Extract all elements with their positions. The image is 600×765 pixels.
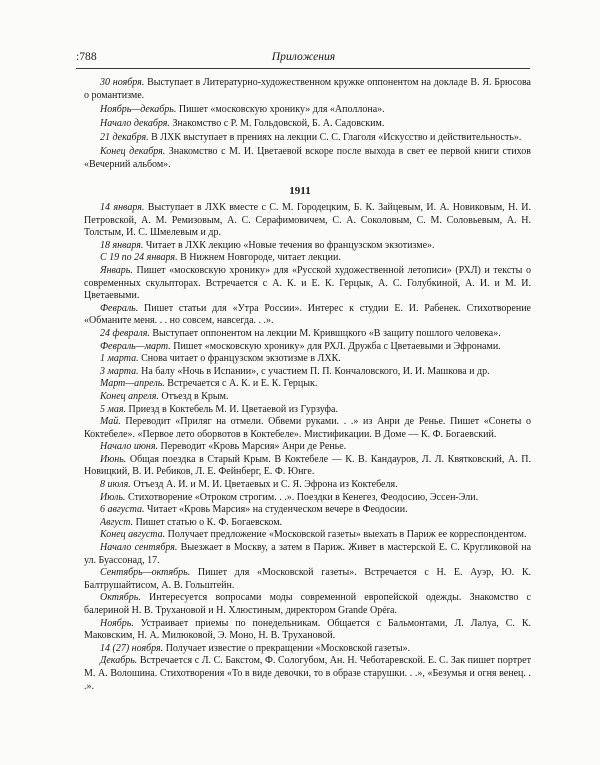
running-title: Приложения <box>271 50 336 63</box>
chronicle-entry <box>84 353 531 366</box>
entry-text: Пишет статьи для «Утра России». Интерес к студии Е. И. Рабенек. Стихотворение «Обманите меня. . . но совсем, навсегда. . .». <box>84 302 531 327</box>
entry-date: Сентябрь—октябрь. <box>100 567 191 579</box>
header-rule <box>76 68 530 69</box>
chronicle-entry <box>84 479 531 492</box>
entry-date: Октябрь. <box>100 592 141 604</box>
entry-date: 1 марта. <box>100 353 139 365</box>
entry-text: На балу «Ночь в Испании», с участием П. П. Кончаловского, И. И. Машкова и др. <box>138 365 490 377</box>
entry-date: Июнь. <box>100 453 127 465</box>
entry-text: Пишет «московскую хронику» для РХЛ. Дружба с Цветаевыми и Эфронами. <box>170 340 501 352</box>
chronicle-entry <box>84 592 531 617</box>
entry-date: 21 декабря. <box>100 132 149 143</box>
entry-text: Переводит «Кровь Марсия» Анри де Ренье. <box>158 441 347 453</box>
entry-text: Встречается с Л. С. Бакстом, Ф. Сологубом, Ан. Н. Чеботаревской. Е. С. Зак пишет портрет М. А. Волошина. Стихотворения «То в виде девочки, то в образе старушки. . .», «Безумья и огня венец. . .». <box>84 655 531 692</box>
entry-date: Ноябрь. <box>100 617 134 629</box>
chronicle-entry <box>84 76 531 102</box>
entry-date: 8 июля. <box>100 479 131 491</box>
chronicle-entry <box>84 265 531 303</box>
chronicle-entry <box>84 328 531 341</box>
entry-text: Встречается с А. К. и Е. К. Герцык. <box>164 378 318 390</box>
entry-text: Стихотворение «Отроком строгим. . .». Поездки в Кенегез, Феодосию, Эссен-Эли. <box>125 491 479 503</box>
entry-text: Знакомство с Р. М. Гольдовской, Б. А. Садовским. <box>169 118 385 129</box>
entry-date: Конец апреля. <box>100 390 159 402</box>
entry-text: Отъезд в Крым. <box>158 390 229 402</box>
year-heading: 1911 <box>289 185 311 197</box>
entry-date: Январь. <box>100 264 133 276</box>
entry-text: Получает известие о прекращении «Московской газеты». <box>163 642 411 654</box>
entry-text: Устраивает приемы по понедельникам. Общается с Бальмонтами, Л. Лалуа, С. К. Маковским, Н. А. Милюковой, Э. Моно, Н. В. Трухановой. <box>84 617 531 642</box>
chronicle-entry <box>84 303 531 328</box>
chronicle-entry <box>84 145 531 171</box>
chronicle-entry <box>84 643 531 656</box>
entry-date: Май. <box>100 416 121 428</box>
entry-date: Ноябрь—декабрь. <box>100 104 177 115</box>
chronicle-entry <box>84 117 531 130</box>
chronicle-entry <box>84 517 531 530</box>
entry-text: Пишет статью о К. Ф. Богаевском. <box>133 516 283 528</box>
entry-text: Переводит «Приляг на отмели. Обвеми руками. . .» из Анри де Ренье. Пишет «Сонеты о Коктебеле». «Первое лето оборвотов в Коктебеле». Мистификации. В Доме — К. Ф. Богаевский. <box>84 416 531 440</box>
entry-date: Июль. <box>100 491 126 503</box>
chronicle-entry <box>84 341 531 354</box>
entry-date: Февраль. <box>100 302 139 314</box>
entry-date: 14 (27) ноября. <box>100 642 164 654</box>
entry-text: Отъезд А. И. и М. И. Цветаевых и С. Я. Эфрона из Коктебеля. <box>130 479 398 491</box>
chronicle-entry <box>84 542 531 567</box>
chronicle-1910 <box>84 76 531 172</box>
entry-date: 3 марта. <box>100 365 139 377</box>
chronicle-entry <box>84 252 531 265</box>
entry-text: Пишет «московскую хронику» для «Русской художественной летописи» (РХЛ) и тексты о современных скульпторах. Встречается с А. К. и Е. К. Герцык, А. С. Голубкиной, А. И. и М. И. Цветаевыми. <box>84 264 531 302</box>
entry-text: Пишет «московскую хронику» для «Аполлона». <box>176 104 385 115</box>
entry-date: 30 ноября. <box>100 77 145 88</box>
entry-text: Интересуется вопросами моды современной европейской одежды. Знакомство с балериной Н. В. Трухановой и Н. Хлюстиным, директором Grande Opéra. <box>84 592 531 616</box>
entry-text: В Нижнем Новгороде, читает лекции. <box>177 252 341 264</box>
entry-date: 5 мая. <box>100 403 127 415</box>
entry-date: Декабрь. <box>100 655 138 667</box>
entry-date: Март—апрель. <box>100 378 165 390</box>
entry-date: Конец декабря. <box>100 146 166 157</box>
entry-date: 18 января. <box>100 239 144 251</box>
chronicle-entry <box>84 441 531 454</box>
chronicle-entry <box>84 202 531 240</box>
entry-text: Снова читает о французском экзотизме в ЛХК. <box>138 353 341 365</box>
entry-text: Выезжает в Москву, а затем в Париж. Живет в мастерской Е. С. Кругликовой на ул. Буассонад, 17. <box>84 542 532 566</box>
entry-date: С 19 по 24 января. <box>100 252 178 264</box>
chronicle-entry <box>84 378 531 391</box>
chronicle-entry <box>84 404 531 417</box>
entry-date: Начало декабря. <box>100 118 170 129</box>
chronicle-entry <box>84 504 531 517</box>
chronicle-entry <box>84 240 531 253</box>
entry-date: 24 февраля. <box>100 327 150 339</box>
chronicle-entry <box>84 567 531 592</box>
entry-text: Читает «Кровь Марсия» на студенческом вечере в Феодосии. <box>144 504 408 516</box>
page-number: :788 <box>76 50 97 63</box>
chronicle-entry <box>84 103 531 116</box>
entry-date: Февраль—март. <box>100 340 171 352</box>
chronicle-entry <box>84 131 531 144</box>
chronicle-entry <box>84 618 531 643</box>
chronicle-1911 <box>84 202 531 693</box>
entry-date: Август. <box>100 516 134 528</box>
entry-text: Выступает в ЛХК вместе с С. М. Городецким, Б. К. Зайцевым, И. А. Новиковым, Н. И. Петровской, А. М. Ремизовым, А. С. Серафимовичем, С. А. Соколовым, С. М. Соловьевым, А. Н. Толстым, И. С. Шмелевым и др. <box>84 202 531 239</box>
chronicle-entry <box>84 655 531 693</box>
chronicle-entry <box>84 366 531 379</box>
entry-text: Пишет для «Московской газеты». Встречается с Н. Е. Ауэр, Ю. К. Балтрушайтисом, А. В. Гольштейн. <box>84 567 531 591</box>
entry-date: Начало июня. <box>100 441 159 453</box>
entry-text: Общая поездка в Старый Крым. В Коктебеле — К. В. Кандауров, Л. Л. Квятковский, А. П. Новицкий, В. И. Ребиков, Л. Е. Фейнберг, Е. Ф. Юнге. <box>84 453 531 478</box>
entry-text: Знакомство с М. И. Цветаевой вскоре после выхода в свет ее первой книги стихов «Вечерний альбом». <box>84 146 531 170</box>
chronicle-entry <box>84 391 531 404</box>
chronicle-entry <box>84 529 531 542</box>
entry-text: Приезд в Коктебель М. И. Цветаевой из Гурзуфа. <box>126 403 338 415</box>
chronicle-entry <box>84 454 531 479</box>
entry-date: Начало сентября. <box>100 542 178 554</box>
chronicle-entry <box>84 416 531 441</box>
entry-text: Читает в ЛХК лекцию «Новые течения во французском экзотизме». <box>143 239 435 251</box>
entry-date: 14 января. <box>100 202 145 213</box>
entry-text: В ЛХК выступает в прениях на лекции С. С. Глаголя «Искусство и действительность». <box>148 132 522 143</box>
entry-text: Выступает оппонентом на лекции М. Крившцкого «В защиту пошлого человека». <box>149 327 501 339</box>
entry-text: Получает предложение «Московской газеты» выехать в Париж ее корреспондентом. <box>165 529 527 541</box>
chronicle-entry <box>84 492 531 505</box>
entry-text: Выступает в Литературно-художественном кружке оппонентом на докладе В. Я. Брюсова о романтизме. <box>84 77 531 101</box>
entry-date: 6 августа. <box>100 504 145 516</box>
page-header <box>76 49 531 65</box>
entry-date: Конец августа. <box>100 529 166 541</box>
